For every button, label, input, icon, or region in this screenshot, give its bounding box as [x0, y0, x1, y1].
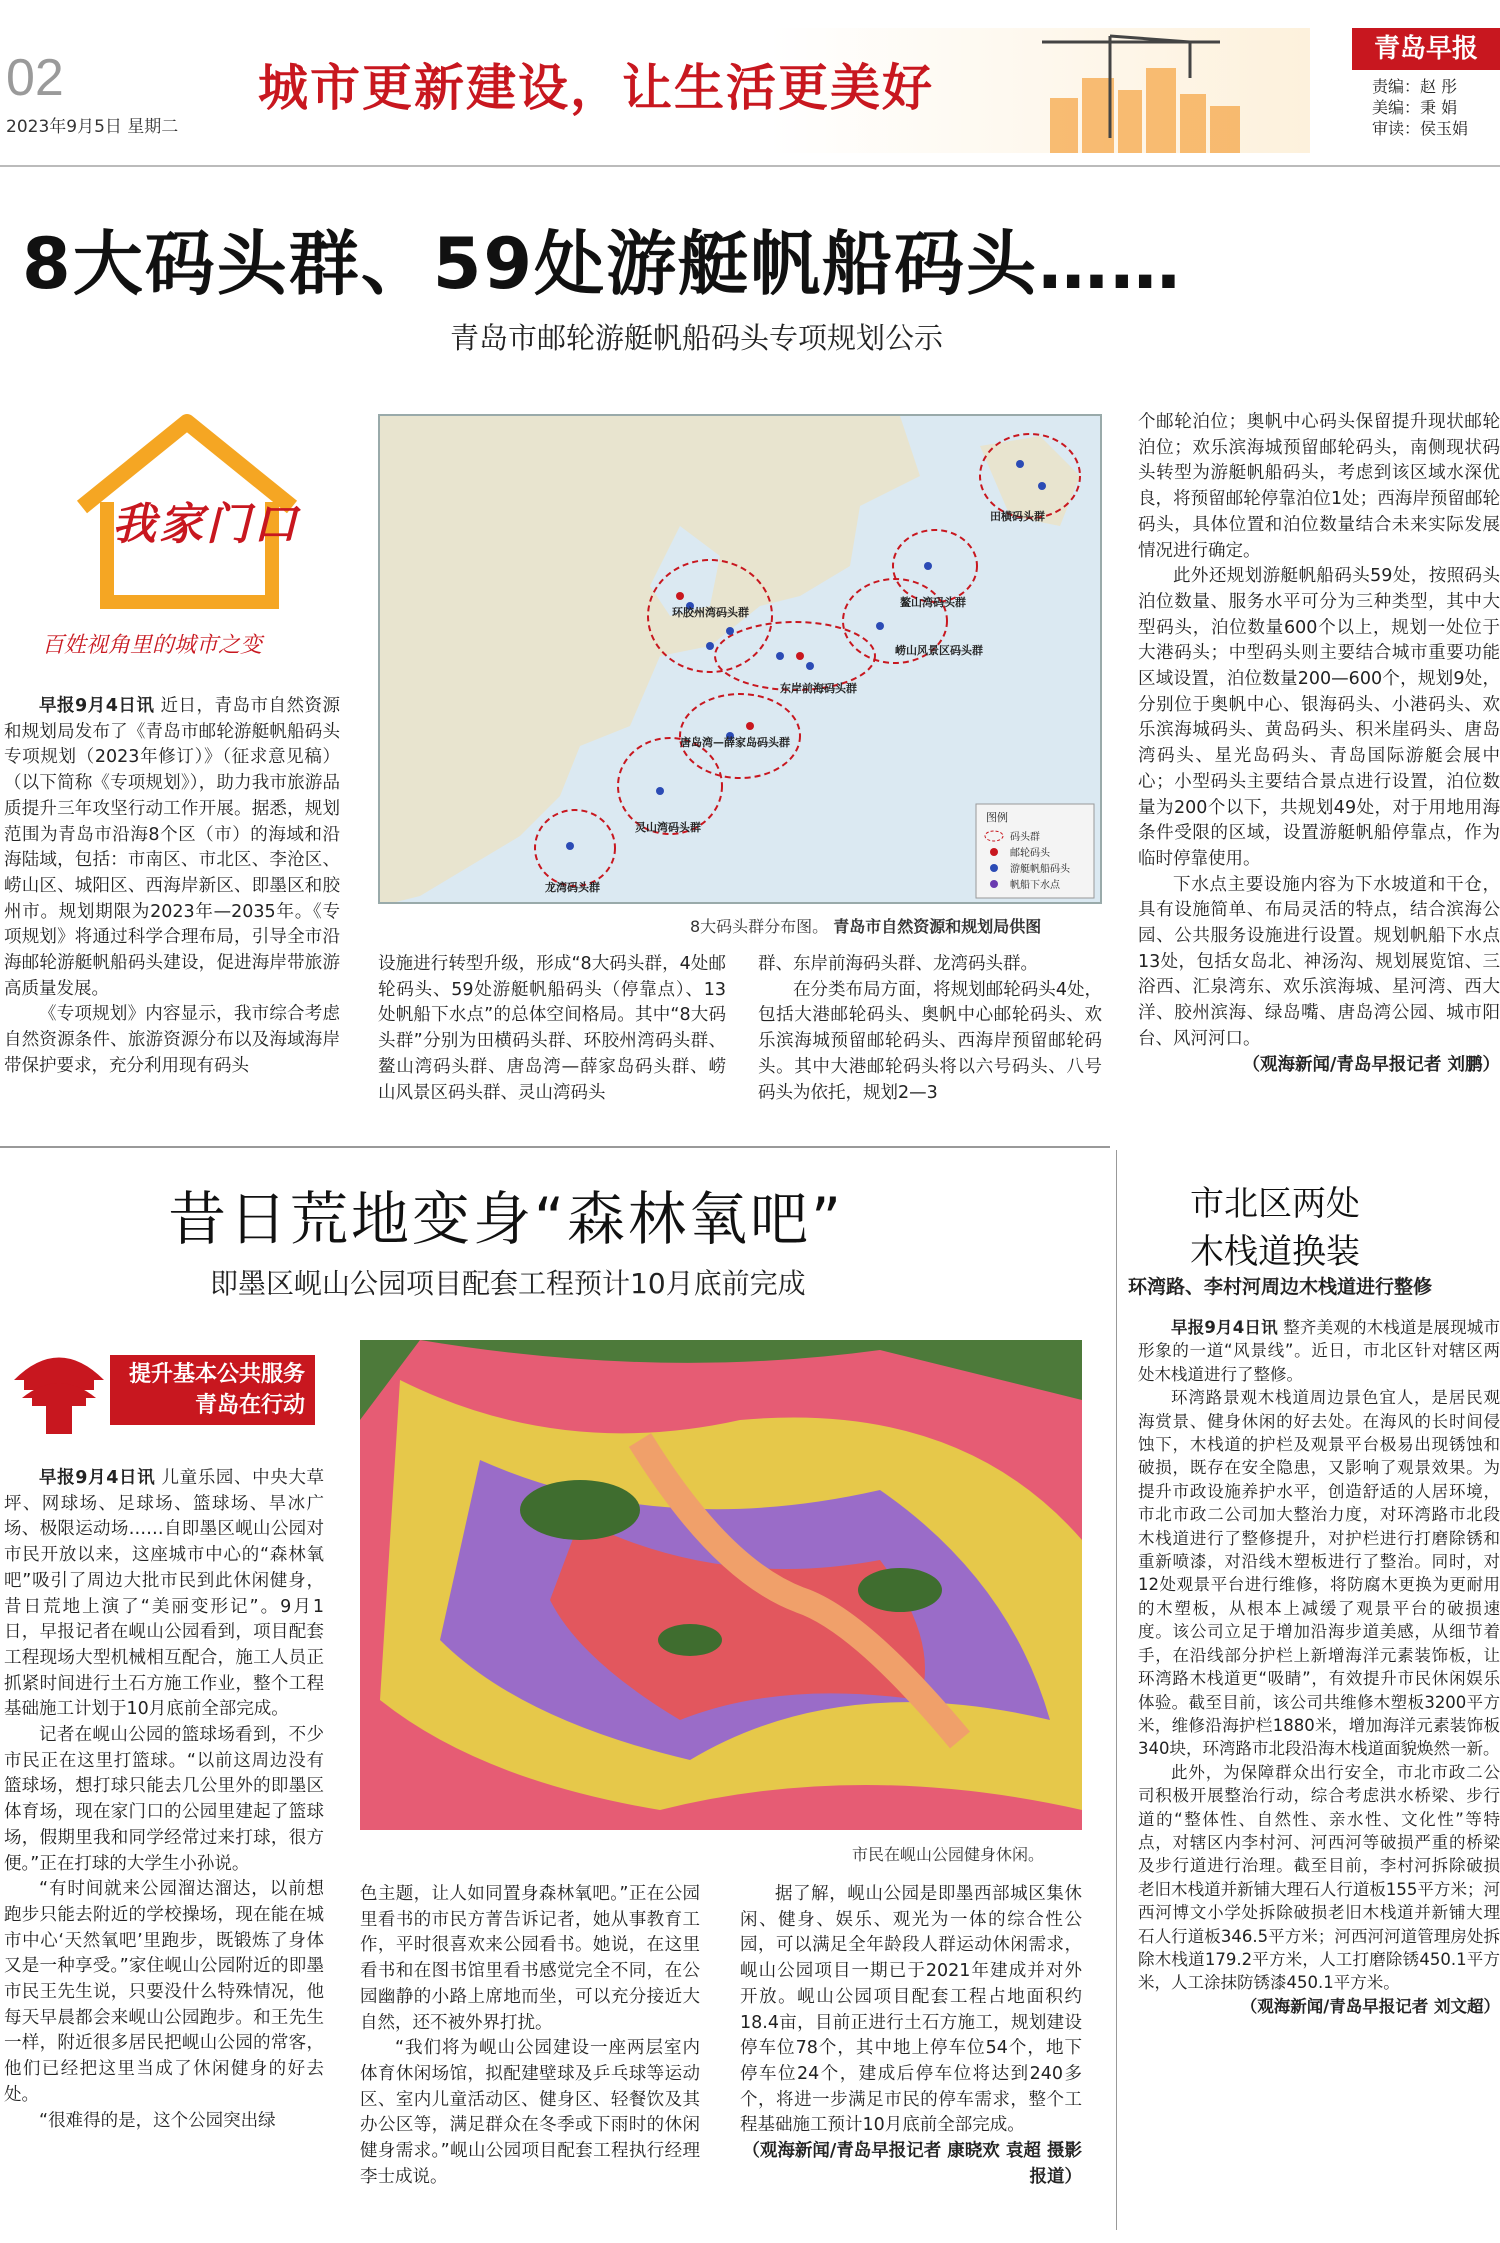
map-caption-source: 青岛市自然资源和规划局供图 — [833, 917, 1042, 936]
map-graphic — [380, 416, 1102, 904]
designer-line: 美编：秉 娟 — [1372, 98, 1458, 117]
paragraph: 此外，为保障群众出行安全，市北市政二公司积极开展整治行动，综合考虑洪水桥梁、步行道的“整体性、自然性、亲水性、文化性”等特点，对辖区内李村河、河西河等破损严重的桥梁及步行道进行治理。截至目前，李村河拆除破损老旧木栈道并新铺大理石人行道板155平方米；河西河博文小学处拆除破损老旧木栈道并新铺大理石人行道板346.5平方米；河西河河道管理房处拆除木栈道179.2平方米，人工打磨除锈450.1平方米，人工涂抹防锈漆450.1平方米。 — [1138, 1762, 1500, 1993]
story2-column-2 — [360, 1882, 700, 2190]
dateline: 早报9月4日讯 — [1171, 1318, 1278, 1337]
dateline: 早报9月4日讯 — [39, 696, 155, 716]
paragraph: 记者在岘山公园的篮球场看到，不少市民正在这里打篮球。“以前这周边没有篮球场，想打球只能去几公里外的即墨区体育场，现在家门口的公园里建起了篮球场，假期里我和同学经常过来打球，很方便。”正在打球的大学生小孙说。 — [4, 1725, 324, 1874]
legend-item: 帆船下水点 — [1010, 880, 1060, 891]
column-logo-tagline: 百姓视角里的城市之变 — [42, 633, 263, 658]
photo-caption: 市民在岘山公园健身休闲。 — [852, 1845, 1045, 1864]
paragraph: 此外还规划游艇帆船码头59处，按照码头泊位数量、服务水平可分为三种类型，其中大型码头，泊位数量600个以上，规划一处位于大港码头；中型码头则主要结合城市重要功能区域设置，泊位数量200—600个，规划9处，分别位于奥帆中心、银海码头、小港码头、欢乐滨海城码头、黄岛码头、积米崖码头、唐岛湾码头、星光岛码头、青岛国际游艇会展中心；小型码头主要结合景点进行设置，泊位数量为200个以下，共规划49处，对于用地用海条件受限的区域，设置游艇帆船停靠点，作为临时停靠使用。 — [1138, 566, 1500, 869]
paragraph: 儿童乐园、中央大草坪、网球场、足球场、篮球场、旱冰广场、极限运动场……自即墨区岘山公园对市民开放以来，这座城市中心的“森林氧吧”吸引了周边大批市民到此休闲健身，昔日荒地上演了“美丽变形记”。9月1日，早报记者在岘山公园看到，项目配套工程现场大型机械相互配合，施工人员正抓紧时间进行土石方施工作业，整个工程基础施工计划于10月底前全部完成。 — [4, 1468, 324, 1720]
story2-column-3 — [740, 1882, 1082, 2190]
header-divider — [0, 165, 1500, 167]
page-slogan: 城市更新建设，让生活更美好 — [258, 58, 934, 117]
story3-headline-line: 市北区两处 — [1190, 1184, 1360, 1224]
story2-headline: 昔日荒地变身“森林氧吧” — [168, 1185, 845, 1253]
editor-credits — [1372, 76, 1468, 139]
map-label: 崂山风景区码头群 — [895, 644, 983, 657]
story1-byline: （观海新闻/青岛早报记者 刘鹏） — [1242, 1054, 1500, 1075]
legend-item: 邮轮码头 — [1010, 848, 1050, 859]
story3-column — [1138, 1316, 1500, 2018]
paragraph: 环湾路景观木栈道周边景色宜人，是居民观海赏景、健身休闲的好去处。在海风的长时间侵蚀下，木栈道的护栏及观景平台极易出现锈蚀和破损，既存在安全隐患，又影响了观景效果。为提升市政设施养护水平，创造舒适的人居环境，市北市政二公司加大整治力度，对环湾路市北段木栈道进行了整修提升，对护栏进行打磨除锈和重新喷漆，对沿线木塑板进行了整治。同时，对12处观景平台进行维修，将防腐木更换为更耐用的木塑板，从根本上减缓了观景平台的破损速度。该公司立足于增加沿海步道美感，从细节着手，在沿线部分护栏上新增海洋元素装饰板，让环湾路木栈道更“吸睛”，有效提升市民休闲娱乐体验。截至目前，该公司共维修木塑板3200平方米，维修沿海护栏1880米，增加海洋元素装饰板340块，环湾路市北段沿海木栈道面貌焕然一新。 — [1138, 1388, 1500, 1759]
paragraph: “有时间就来公园溜达溜达，以前想跑步只能去附近的学校操场，现在能在城市中心‘天然氧吧’里跑步，既锻炼了身体又是一种享受。”家住岘山公园附近的即墨市民王先生说，只要没什么特殊情况，他每天早晨都会来岘山公园跑步。和王先生一样，附近很多居民把岘山公园的常客，他们已经把这里当成了休闲健身的好去处。 — [4, 1879, 324, 2105]
map-label: 唐岛湾—薛家岛码头群 — [680, 736, 790, 749]
paragraph: “很难得的是，这个公园突出绿 — [39, 2110, 276, 2131]
column-logo-text: 我家门口 — [112, 499, 300, 550]
legend-title: 图例 — [986, 811, 1008, 824]
map-legend — [976, 804, 1094, 898]
map-label: 田横码头群 — [990, 510, 1045, 523]
story1-column-3 — [758, 952, 1102, 1106]
paragraph: 色主题，让人如同置身森林氧吧。”正在公园里看书的市民方菁告诉记者，她从事教育工作，平时很喜欢来公园看书。她说，在这里看书和在图书馆里看书感觉完全不同，在公园幽静的小路上席地而坐，可以充分接近大自然，还不被外界打扰。 — [360, 1884, 700, 2033]
legend-item: 游艇帆船码头 — [1010, 864, 1070, 875]
map-caption — [690, 914, 1041, 937]
editor-line: 责编：赵 彤 — [1372, 77, 1458, 96]
page-number: 02 — [6, 49, 64, 107]
story2-subhead: 即墨区岘山公园项目配套工程预计10月底前完成 — [210, 1267, 806, 1300]
section-divider — [0, 1146, 1110, 1148]
paragraph: 近日，青岛市自然资源和规划局发布了《青岛市邮轮游艇帆船码头专项规划（2023年修订）》（征求意见稿）（以下简称《专项规划》），助力我市旅游品质提升三年攻坚行动工作开展。据悉，规划范围为青岛市沿海8个区（市）的海域和沿海陆域，包括：市南区、市北区、李沧区、崂山区、城阳区、西海岸新区、即墨区和胶州市。规划期限为2023年—2035年。《专项规划》将通过科学合理布局，引导全市沿海邮轮游艇帆船码头建设，促进海岸带旅游高质量发展。 — [4, 696, 340, 999]
story3-headline-line: 木栈道换装 — [1190, 1232, 1360, 1272]
story3-headline — [1190, 1180, 1360, 1276]
issue-date: 2023年9月5日 星期二 — [6, 117, 179, 137]
story3-subhead: 环湾路、李村河周边木栈道进行整修 — [1128, 1276, 1433, 1298]
park-photo-graphic — [360, 1340, 1082, 1830]
map-label: 鳌山湾码头群 — [900, 596, 966, 609]
story1-subhead: 青岛市邮轮游艇帆船码头专项规划公示 — [450, 321, 944, 355]
action-line-2: 青岛在行动 — [194, 1393, 305, 1418]
map-label: 东岸前海码头群 — [780, 682, 857, 695]
paragraph: 群、东岸前海码头群、龙湾码头群。 — [758, 954, 1038, 974]
paragraph: “我们将为岘山公园建设一座两层室内体育休闲场馆，拟配建壁球及乒乓球等运动区、室内儿童活动区、健身区、轻餐饮及其办公区等，满足群众在冬季或下雨时的休闲健身需求。”岘山公园项目配套工程执行经理李士成说。 — [360, 2038, 700, 2187]
story1-column-2 — [378, 952, 726, 1106]
paragraph: 在分类布局方面，将规划邮轮码头4处，包括大港邮轮码头、奥帆中心邮轮码头、欢乐滨海城预留邮轮码头、西海岸预留邮轮码头。其中大港邮轮码头将以六号码头、八号码头为依托，规划2—3 — [758, 979, 1102, 1103]
paragraph: 下水点主要设施内容为下水坡道和干仓，具有设施简单、布局灵活的特点，结合滨海公园、公共服务设施进行设置。规划帆船下水点13处，包括女岛北、神汤沟、规划展览馆、三浴西、汇泉湾东、欢乐滨海城、星河湾、西大洋、胶州滨海、绿岛嘴、唐岛湾公园、城市阳台、风河河口。 — [1138, 874, 1500, 1049]
map-label: 龙湾码头群 — [545, 881, 600, 894]
service-action-label — [110, 1355, 315, 1425]
pavilion-icon — [4, 1340, 114, 1438]
story3-byline: （观海新闻/青岛早报记者 刘文超） — [1240, 1996, 1500, 2016]
paragraph: 个邮轮泊位；奥帆中心码头保留提升现状邮轮泊位；欢乐滨海城预留邮轮码头，南侧现状码头转型为游艇帆船码头，考虑到该区域水深优良，将预留邮轮停靠泊位1处；西海岸预留邮轮码头，具体位置和泊位数量结合未来实际发展情况进行确定。 — [1138, 412, 1500, 561]
dock-distribution-map — [378, 414, 1102, 904]
story1-column-1 — [4, 694, 340, 1080]
newspaper-brand: 青岛早报 — [1352, 28, 1500, 70]
map-label: 灵山湾码头群 — [635, 821, 701, 834]
story2-byline: （观海新闻/青岛早报记者 康晓欢 袁超 摄影报道） — [742, 2141, 1082, 2187]
column-divider — [1116, 1150, 1117, 2230]
paragraph: 《专项规划》内容显示，我市综合考虑自然资源条件、旅游资源分布以及海域海岸带保护要求，充分利用现有码头 — [4, 1004, 340, 1076]
dateline: 早报9月4日讯 — [39, 1468, 156, 1488]
action-line-1: 提升基本公共服务 — [128, 1362, 305, 1387]
story1-column-4 — [1138, 410, 1500, 1078]
paragraph: 整齐美观的木栈道是展现城市形象的一道“风景线”。近日，市北区针对辖区两处木栈道进行了整修。 — [1138, 1318, 1500, 1384]
legend-item: 码头群 — [1010, 832, 1040, 843]
park-photo — [360, 1340, 1082, 1830]
story2-column-1 — [4, 1466, 324, 2134]
paragraph: 据了解，岘山公园是即墨西部城区集休闲、健身、娱乐、观光为一体的综合性公园，可以满足全年龄段人群运动休闲需求，岘山公园项目一期已于2021年建成并对外开放。岘山公园项目配套工程占地面积约18.4亩，目前正进行土石方施工，规划建设停车位78个，其中地上停车位54个，地下停车位24个，建成后停车位将达到240多个，将进一步满足市民的停车需求，整个工程基础施工预计10月底前全部完成。 — [740, 1884, 1082, 2136]
paragraph: 设施进行转型升级，形成“8大码头群，4处邮轮码头、59处游艇帆船码头（停靠点）、13处帆船下水点”的总体空间格局。其中“8大码头群”分别为田横码头群、环胶州湾码头群、鳌山湾码头群、唐岛湾—薛家岛码头群、崂山风景区码头群、灵山湾码头 — [378, 954, 726, 1103]
map-caption-text: 8大码头群分布图。 — [690, 917, 829, 936]
story1-headline: 8大码头群、59处游艇帆船码头…… — [22, 223, 1183, 305]
proofreader-line: 审读：侯玉娟 — [1372, 119, 1469, 138]
map-label: 环胶州湾码头群 — [672, 606, 749, 619]
